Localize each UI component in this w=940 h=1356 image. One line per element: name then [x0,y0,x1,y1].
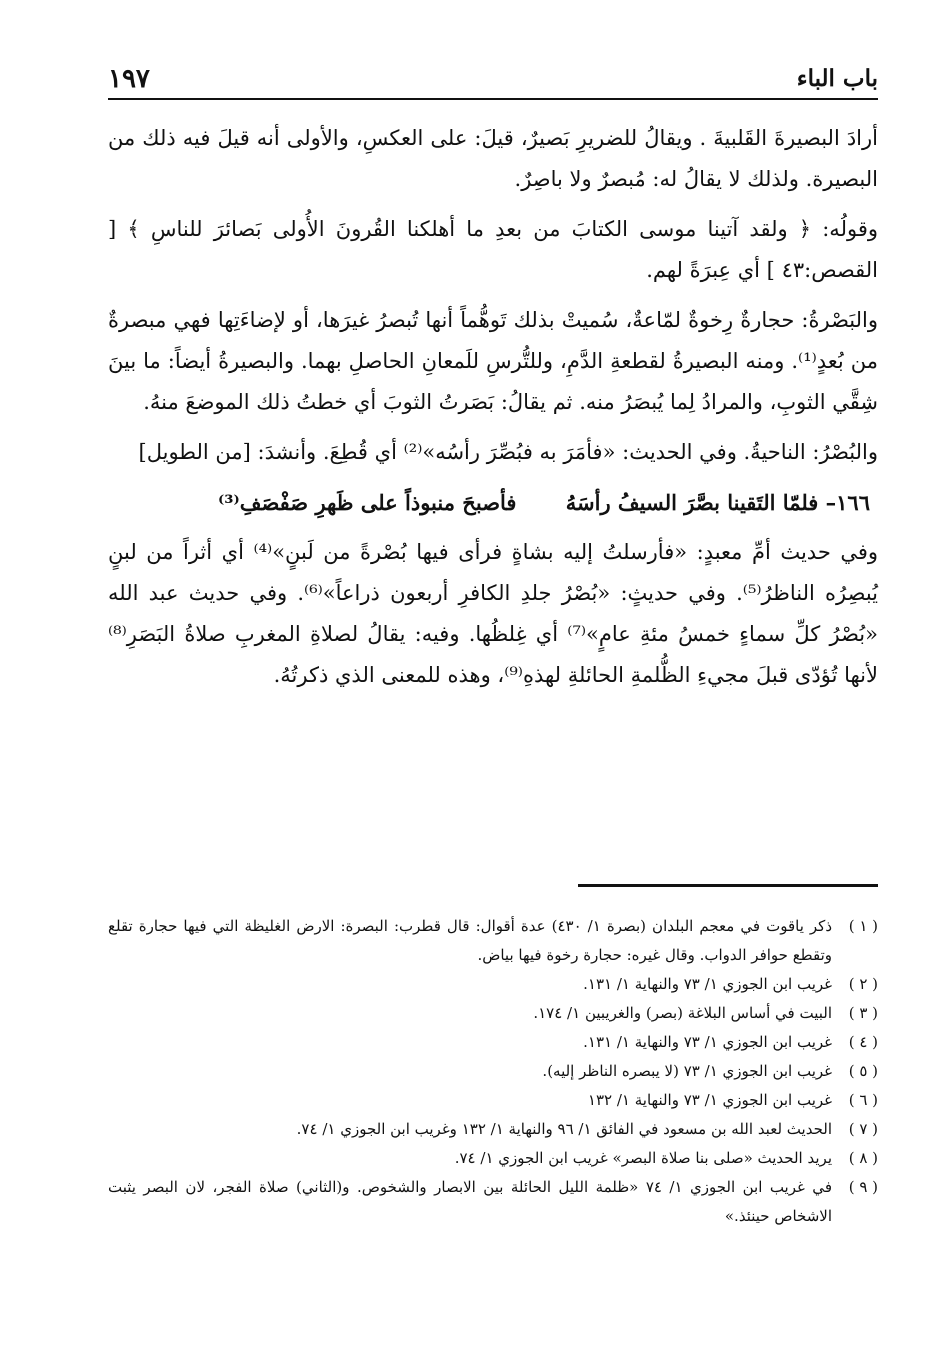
verse-second-hemistich: فأصبحَ منبوذاً على ظَهرِ صَفْصَفِ⁽³⁾ [218,490,517,515]
footnote: ( ٤ ) غريب ابن الجوزي ١/ ٧٣ والنهاية ١/ ١٣١. [583,1033,878,1051]
paragraph: وفي حديث أمِّ معبدٍ: «فأرسلتُ إليه بشاةٍ فرأى فيها بُصْرةً من لَبنٍ»⁽⁴⁾ أي أثراً من لبنٍ يُبصِرُه الناظرُ⁽⁵⁾. وفي حديثٍ: «بُصْرُ جلدِ الكافرِ أربعون ذراعاً»⁽⁶⁾. وفي حديث عبد الله «بُصْرُ كلِّ سماءٍ خمسُ مئةِ عامٍ»⁽⁷⁾ أي غِلظُها. وفيه: يقالُ لصلاةِ المغربِ صلاةُ البَصَرِ⁽⁸⁾ لأنها تُؤدّى قبلَ مجيءِ الظُّلمةِ الحائلةِ لهذهِ⁽⁹⁾، وهذه للمعنى الذي ذكرتُهُ. [108,540,879,687]
verse-number: ١٦٦– [825,490,870,515]
footnote: ( ٦ ) غريب ابن الجوزي ١/ ٧٣ والنهاية ١/ ١٣٢ [587,1091,878,1109]
footnote: ( ٣ ) البيت في أساس البلاغة (بصر) والغريبين ١/ ١٧٤. [533,1004,878,1022]
page-header [108,58,878,100]
footnote-separator [578,884,878,887]
running-title: باب الباء [796,65,878,92]
footnote: ( ٩ ) في غريب ابن الجوزي ١/ ٧٤ «ظلمة الليل الحائلة بين الابصار والشخوص. و(الثاني) صلاة الفجر، لان البصر يثبت الاشخاص حينئذ.» [108,1178,878,1225]
paragraph: والبَصْرةُ: حجارةٌ رِخوةٌ لمّاعةٌ، سُميتْ بذلك تَوهُّماً أنها تُبصرُ غيرَها، أو لإضاءَتِها فهي مبصرةٌ من بُعدٍ⁽¹⁾. ومنه البصيرةُ لقطعةِ الدَّمِ، وللتُّرسِ للَمعانِ الحاصلِ بهما. والبصيرةُ أيضاً: ما بينَ شِقَّي الثوبِ، والمرادُ لِما يُبصَرُ منه. ثم يقالُ: بَصَرتُ الثوبَ أي خطتُ ذلك الموضعَ منهُ. [108,308,878,414]
footnote: ( ٧ ) الحديث لعبد الله بن مسعود في الفائق ١/ ٩٦ والنهاية ١/ ١٣٢ وغريب ابن الجوزي ١/ ٧٤. [296,1120,878,1138]
paragraph: أرادَ البصيرةَ القَلبيةَ . ويقالُ للضريرِ بَصيرٌ، قيلَ: على العكسِ، والأولى أنه قيلَ فيه ذلك من البصيرة. ولذلك لا يقالُ له: مُبصرٌ ولا باصِرٌ. [108,126,878,191]
paragraph: والبُصْرُ: الناحيةُ. وفي الحديث: «فأمَرَ به فبُصِّرَ رأسُه»⁽²⁾ أي قُطِعَ. وأنشدَ: [من الطويل] [138,440,878,464]
footnote: ( ٥ ) غريب ابن الجوزي ١/ ٧٣ (لا يبصره الناظر إليه). [542,1062,878,1080]
footnote: ( ١ ) ذكر ياقوت في معجم البلدان (بصرة ١/ ٤٣٠) عدة أقوال: قال قطرب: البصرة: الارض الغليظة التي فيها حجارة تقلع وتقطع حوافر الدواب. وقال غيره: حجارة رخوة فيها بياض. [108,917,878,964]
footnote: ( ٢ ) غريب ابن الجوزي ١/ ٧٣ والنهاية ١/ ١٣١. [583,975,878,993]
verse-first-hemistich: ١٦٦– فلمّا التَقينا بصَّرَ السيفُ رأسَهُ [565,490,870,515]
paragraph: وقولُه: ﴿ ولقد آتينا موسى الكتابَ من بعدِ ما أهلكنا القُرونَ الأُولى بَصائرَ للناسِ ﴾ [ القصص:٤٣ ] أي عِبرَةً لهم. [108,217,878,282]
main-text [108,118,878,705]
page-number: ١٩٧ [108,64,150,94]
footnotes [108,912,878,1231]
footnote: ( ٨ ) يريد الحديث «صلى بنا صلاة البصر» غريب ابن الجوزي ١/ ٧٤. [454,1149,878,1167]
poetry-verse [108,482,878,523]
